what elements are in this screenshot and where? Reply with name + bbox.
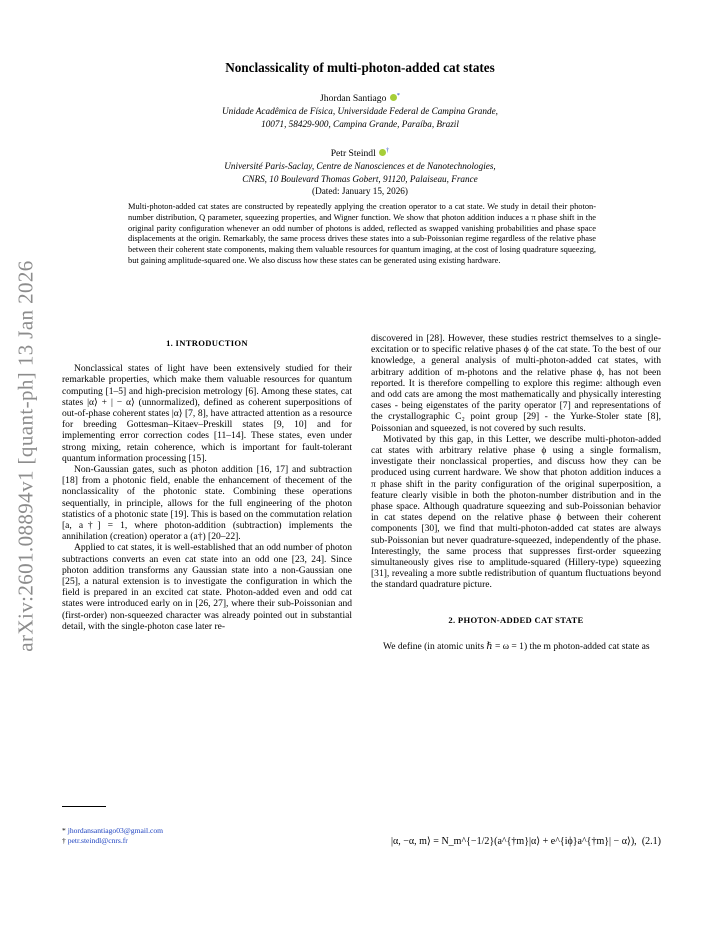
orcid-icon[interactable] (379, 149, 386, 156)
dated-line: (Dated: January 15, 2026) (312, 185, 408, 196)
email-link[interactable]: petr.steindl@cnrs.fr (67, 836, 128, 845)
paragraph: Nonclassical states of light have been extensively studied for their remarkable properties, which make them valuable resources for quantum computing [1–5] and high-precision metrology [6]. Among these states, cat states |α⟩ + | − α⟩ (unnormalized), defined as coherent superpositions of out-of-phase coherent states |α⟩ [7, 8], have attracted attention as a resource for breeding Gottesman–Kitaev–Preskill states [9, 10] and for implementing error correction codes [11–14]. These states, even under strong mixing, retain coherence, which is important for fault-tolerant quantum information processing [15]. (62, 363, 352, 464)
author-mark[interactable]: † (386, 147, 390, 154)
arxiv-identifier[interactable]: arXiv:2601.08894v1 [quant-ph] 13 Jan 2026 (13, 260, 38, 652)
affiliation-line: Unidade Acadêmica de Física, Universidade Federal de Campina Grande, (222, 106, 498, 117)
section-heading-introduction: 1. INTRODUCTION (166, 338, 248, 348)
footnote-mark: † (62, 836, 66, 845)
left-column (62, 338, 352, 632)
author-mark[interactable]: * (396, 92, 400, 99)
equation-body: |α, −α, m⟩ = N_m^{−1/2}(a^{†m}|α⟩ + e^{iϕ}a^{†m}| − α⟩), (391, 836, 637, 847)
arxiv-sidebar-stamp[interactable] (8, 256, 44, 656)
section-heading-photon-added-cat-state: 2. PHOTON-ADDED CAT STATE (448, 614, 584, 625)
author-name: Petr Steindl (330, 148, 376, 160)
footnote-rule (62, 806, 106, 807)
paragraph: We define (in atomic units ℏ = ω = 1) the m photon-added cat state as (383, 640, 650, 652)
equation-number: (2.1) (641, 836, 661, 847)
paragraph: Applied to cat states, it is well-established that an odd number of photon subtractions converts an even cat state into an odd one [23, 24]. Since photon addition transforms any Gaussian state into a non-Gaussian one [25], a natural extension is to investigate the configuration in which the field is prepared in an excited cat state. Photon-added even and odd cat states were introduced early on in [26, 27], where their sub-Poissonian and (first-order) non-squeezed character was already pointed out in substantial detail, with the single-photon case later re- (62, 542, 352, 632)
email-link[interactable]: jhordansantiago03@gmail.com (67, 826, 164, 835)
author-block-1 (110, 90, 610, 130)
equation-2-1 (383, 836, 661, 854)
paragraph: Non-Gaussian gates, such as photon addition [16, 17] and subtraction [18] from a photonic field, enable the enhancement of thecement of the nonclassicality of the photonic state. Combining these operations sequentially, in principle, allows for the full engineering of the photon statistics of a photonic state [19]. This is based on the commutation relation [a, a†] = 1, where photon-addition (subtraction) implements the annihilation (creation) operator a (a†) [20–22]. (62, 464, 352, 543)
right-column (371, 333, 661, 652)
paragraph: Motivated by this gap, in this Letter, we describe multi-photon-added cat states with arbitrary relative phase ϕ using a single formalism, investigate their nonclassical properties, and discuss how they can be produced using current hardware. We show that photon addition induces a π phase shift in the parity configuration of the original superposition, a feature clearly visible in both the photon-number distribution and in the phase space. Although quadrature squeezing and sub-Poissonian behavior in cat states depend on the relative phase ϕ between their coherent components [30], we find that multi-photon-added cat states are always sub-Poissonian but never quadrature-squeezed, independently of the phase. Interestingly, the same process that suppresses first-order squeezing simultaneously gives rise to amplitude-squared (Hillery-type) squeezing [31], revealing a more subtle redistribution of quantum fluctuations beyond the standard quadrature picture. (371, 433, 661, 591)
affiliation-line: CNRS, 10 Boulevard Thomas Gobert, 91120, Palaiseau, France (242, 173, 478, 184)
affiliation-line: 10071, 58429-900, Campina Grande, Paraíba, Brazil (261, 118, 459, 129)
paper-title: Nonclassicality of multi-photon-added cat states (225, 60, 495, 75)
author-name: Jhordan Santiago (320, 93, 387, 105)
paragraph: discovered in [28]. However, these studies restrict themselves to a single-excitation or to specific relative phases ϕ of the cat state. To the best of our knowledge, a general analysis of multi-photon-added cat states, with arbitrary addition of m-photons and the relative phase ϕ, has not been reported. It is therefore compelling to explore this regime: although even and odd cats are among the most mathematically and physically interesting cases - being eigenstates of the parity operator [7] and representations of the crystallographic C₂ point group [29] - the Yurke-Stoler state [8], Poissonian and squeezed, is not covered by such results. (371, 333, 661, 434)
footnote-mark: * (62, 826, 66, 835)
abstract: Multi-photon-added cat states are constructed by repeatedly applying the creation operator to a cat state. We study in detail their photon-number distribution, Q parameter, squeezing properties, and Wigner function. We show that photon addition induces a π phase shift in the original parity configuration whenever an odd number of photons is added, reflected as swapped vanishing probabilities and phase space displacements at the origin. Remarkably, the same process drives these states into a sub-Poissonian regime regardless of the relative phase between their coherent state components, making them valuable resources for quantum imaging, at the cost of losing quadrature squeezing, but gaining amplitude-squared one. We also discuss how these states can be generated using existing hardware. (128, 202, 596, 265)
footnotes (62, 826, 163, 846)
orcid-icon[interactable] (390, 94, 397, 101)
author-block-2 (110, 145, 610, 197)
affiliation-line: Université Paris-Saclay, Centre de Nanosciences et de Nanotechnologies, (224, 161, 496, 172)
